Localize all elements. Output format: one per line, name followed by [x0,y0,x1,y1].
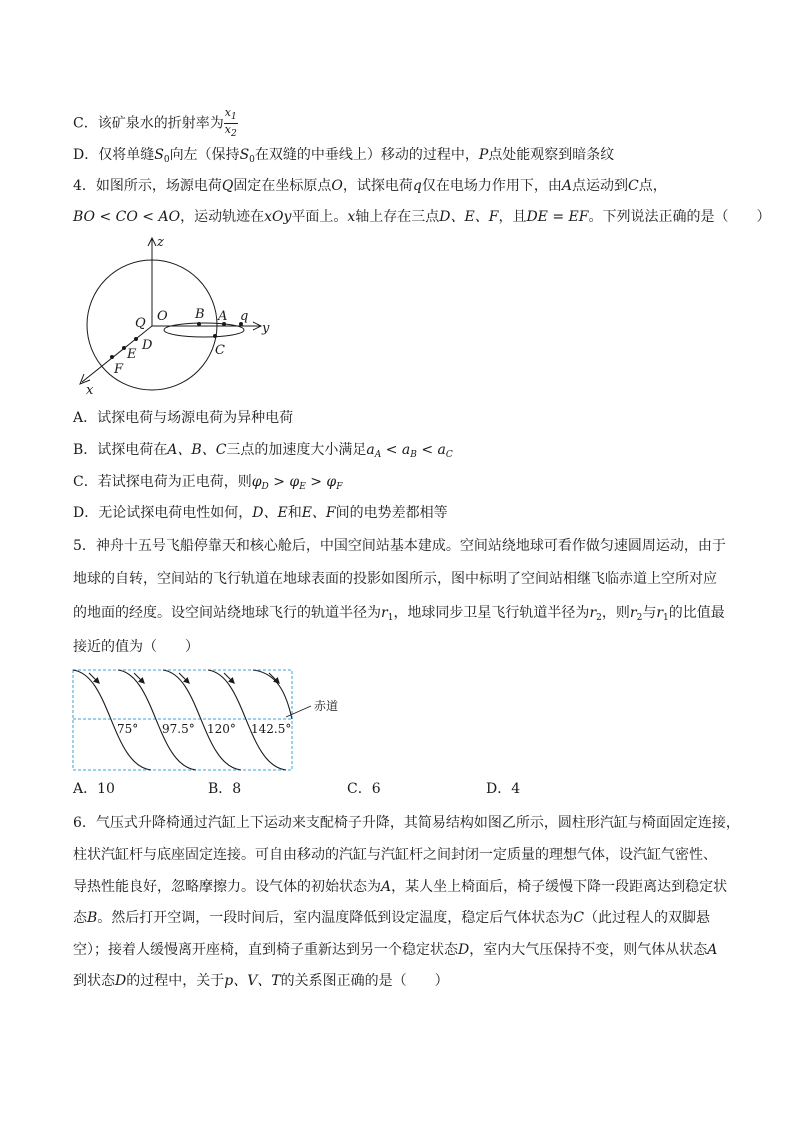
point-f [110,355,114,359]
label-d: D [142,338,153,353]
q5-stem-line-3: 的地面的经度。设空间站绕地球飞行的轨道半径为$r_1$，地球同步卫星飞行轨道半径为$r_2$，则$r_2$与$r_1$的比值最 [73,605,725,623]
label-c: C [215,343,225,358]
q5-stem-line-2: 地球的自转，空间站的飞行轨道在地球表面的投影如图所示，图中标明了空间站相继飞临赤道上空所对应 [73,571,717,587]
label-a: A [218,309,228,324]
q4-option-a: A．试探电荷与场源电荷为异种电荷 [73,410,294,426]
label-o: O [157,309,168,324]
point-e [122,346,126,350]
point-c [213,334,217,338]
trajectory-ellipse [164,323,244,337]
map-frame [73,670,292,770]
label-x: x [86,383,94,394]
q5-orbit-projection-diagram [71,667,361,773]
label-q-test: q [240,309,249,324]
label-z: z [157,235,164,250]
q4-option-d: D．无论试探电荷电性如何，D、E和E、F间的电势差都相等 [73,505,448,521]
q4-option-b: B．试探电荷在A、B、C三点的加速度大小满足$a_A < a_B < a_C$ [73,442,453,460]
label-y: y [262,321,270,336]
q6-stem-line-6: 到状态D的过程中，关于p、V、T的关系图正确的是（ ） [73,973,449,989]
q6-stem-line-4: 态B。然后打开空调，一段时间后，室内温度降低到设定温度，稳定后气体状态为C（此过程人的双脚悬 [73,910,711,926]
ground-track-4 [208,670,286,770]
q4-stem-line-2: BO < CO < AO，运动轨迹在xOy平面上。x轴上存在三点D、E、F，且DE = EF。下列说法正确的是（ ） [73,209,771,225]
q3-option-c: C．该矿泉水的折射率为 $\frac{x_1}{x_2}$ [73,106,237,139]
point-b [197,322,201,326]
direction-arrow-icon [179,673,189,683]
q5-choice-b[interactable]: B．8 [208,781,242,797]
q5-choice-d[interactable]: D．4 [486,781,521,797]
fraction-x1-over-x2: $\frac{x_1}{x_2}$ [224,106,237,139]
direction-arrow-icon [269,673,279,683]
longitude-label: 120° [207,722,236,736]
direction-arrow-icon [134,673,144,683]
q4-stem-line-1: 4．如图所示，场源电荷Q固定在坐标原点O，试探电荷q仅在电场力作用下，由A点运动到C点， [73,178,667,194]
q4-option-c: C．若试探电荷为正电荷，则$\varphi_D > \varphi_E > \varphi_F$ [73,474,343,492]
q4-field-diagram [72,234,282,394]
q5-choice-a[interactable]: A．10 [73,781,115,797]
equator-label: 赤道 [314,699,339,713]
longitude-label: 97.5° [162,722,195,736]
q5-choice-c[interactable]: C．6 [347,781,381,797]
label-e: E [127,347,137,362]
q6-stem-line-1: 6．气压式升降椅通过汽缸上下运动来支配椅子升降，其简易结构如图乙所示，圆柱形汽缸与椅面固定连接， [73,815,740,831]
longitude-label: 142.5° [251,722,292,736]
q6-stem-line-3: 导热性能良好，忽略摩擦力。设气体的初始状态为A，某人坐上椅面后，椅子缓慢下降一段距离达到稳定状 [73,879,728,895]
label-q-source: Q [135,316,146,331]
q5-stem-line-4: 接近的值为（ ） [73,639,199,655]
q6-stem-line-5: 空）；接着人缓慢离开座椅，直到椅子重新达到另一个稳定状态D，室内大气压保持不变，则气体从状态A [73,942,718,958]
direction-arrow-icon [224,673,234,683]
q6-stem-line-2: 柱状汽缸杆与底座固定连接。可自由移动的汽缸与汽缸杆之间封闭一定质量的理想气体，设汽缸气密性、 [73,847,717,863]
ground-track-5 [253,670,292,719]
q3-option-d: D．仅将单缝$S_0$向左（保持$S_0$在双缝的中垂线上）移动的过程中，P点处能观察到暗条纹 [73,147,615,165]
label-b: B [195,307,205,322]
q5-stem-line-1: 5．神舟十五号飞船停靠天和核心舱后，中国空间站基本建成。空间站绕地球可看作做匀速圆周运动，由于 [73,538,726,554]
longitude-label: 75° [117,722,139,736]
point-d [134,337,138,341]
label-f: F [114,362,124,377]
